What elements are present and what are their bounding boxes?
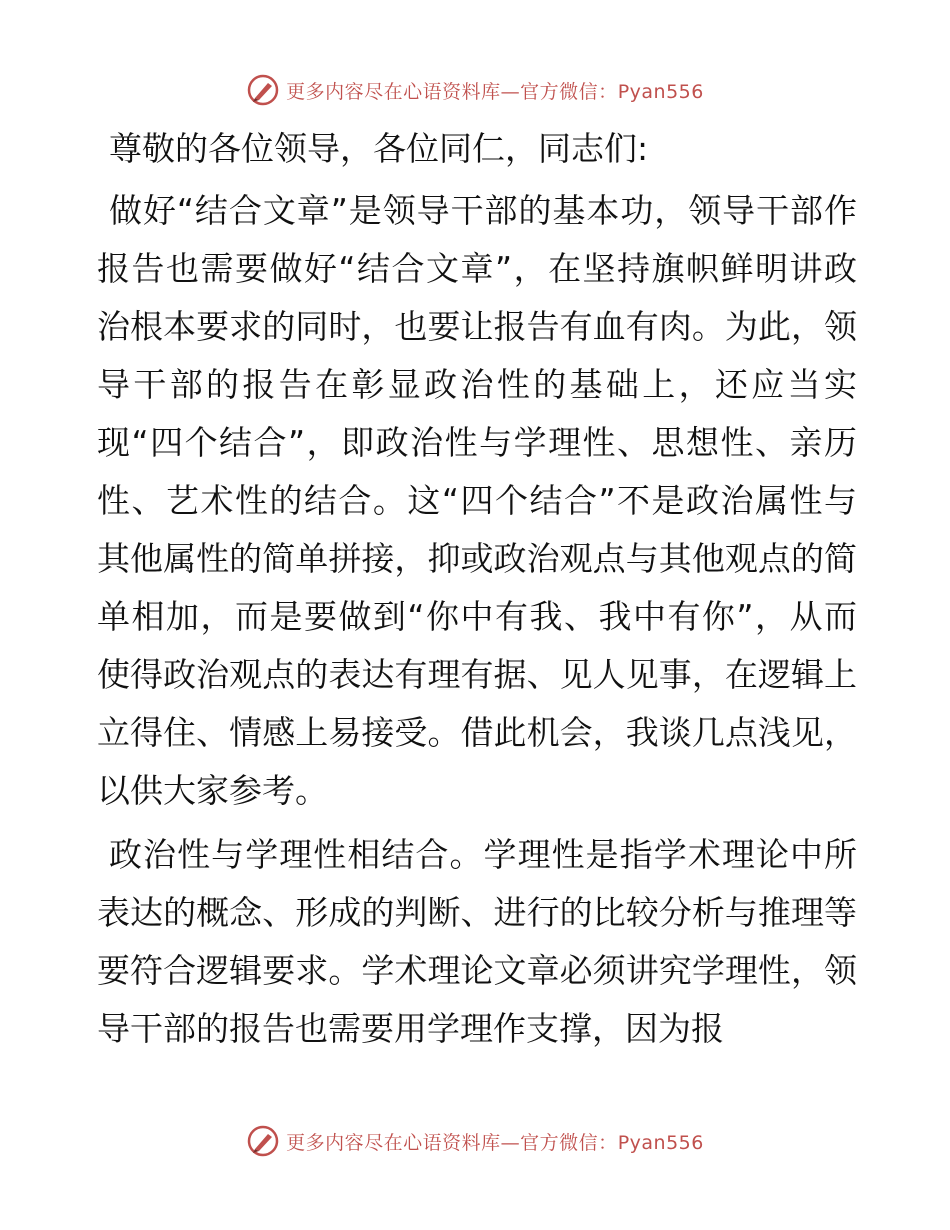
pen-logo-icon bbox=[246, 1124, 280, 1158]
banner-slogan: 更多内容尽在心语资料库 bbox=[286, 80, 501, 103]
banner-separator: — bbox=[500, 80, 521, 103]
banner-account-label: 官方微信： bbox=[520, 1131, 618, 1154]
paragraph-1: 做好“结合文章”是领导干部的基本功，领导干部作报告也需要做好“结合文章”，在坚持旗帜鲜明讲政治根本要求的同时，也要让报告有血有肉。为此，领导干部的报告在彰显政治性的基础上，还应当实现“四个结合”，即政治性与学理性、思想性、亲历性、艺术性的结合。这“四个结合”不是政治属性与其他属性的简单拼接，抑或政治观点与其他观点的简单相加，而是要做到“你中有我、我中有你”，从而使得政治观点的表达有理有据、见人见事，在逻辑上立得住、情感上易接受。借此机会，我谈几点浅见，以供大家参考。 bbox=[97, 191, 857, 810]
footer-banner bbox=[0, 1121, 950, 1161]
greeting: 尊敬的各位领导，各位同仁，同志们: bbox=[109, 129, 649, 168]
banner-handle: Pyan556 bbox=[617, 80, 704, 103]
banner-separator: — bbox=[500, 1131, 521, 1154]
header-banner bbox=[0, 70, 950, 110]
banner-account-label: 官方微信： bbox=[520, 80, 618, 103]
paragraph-2: 政治性与学理性相结合。学理性是指学术理论中所表达的概念、形成的判断、进行的比较分析与推理等要符合逻辑要求。学术理论文章必须讲究学理性，领导干部的报告也需要用学理作支撑，因为报 bbox=[97, 835, 857, 1048]
banner-slogan: 更多内容尽在心语资料库 bbox=[286, 1131, 501, 1154]
banner-text bbox=[286, 1128, 704, 1155]
pen-logo-icon bbox=[246, 73, 280, 107]
banner-text bbox=[286, 77, 704, 104]
document-body bbox=[97, 120, 857, 1064]
banner-handle: Pyan556 bbox=[617, 1131, 704, 1154]
